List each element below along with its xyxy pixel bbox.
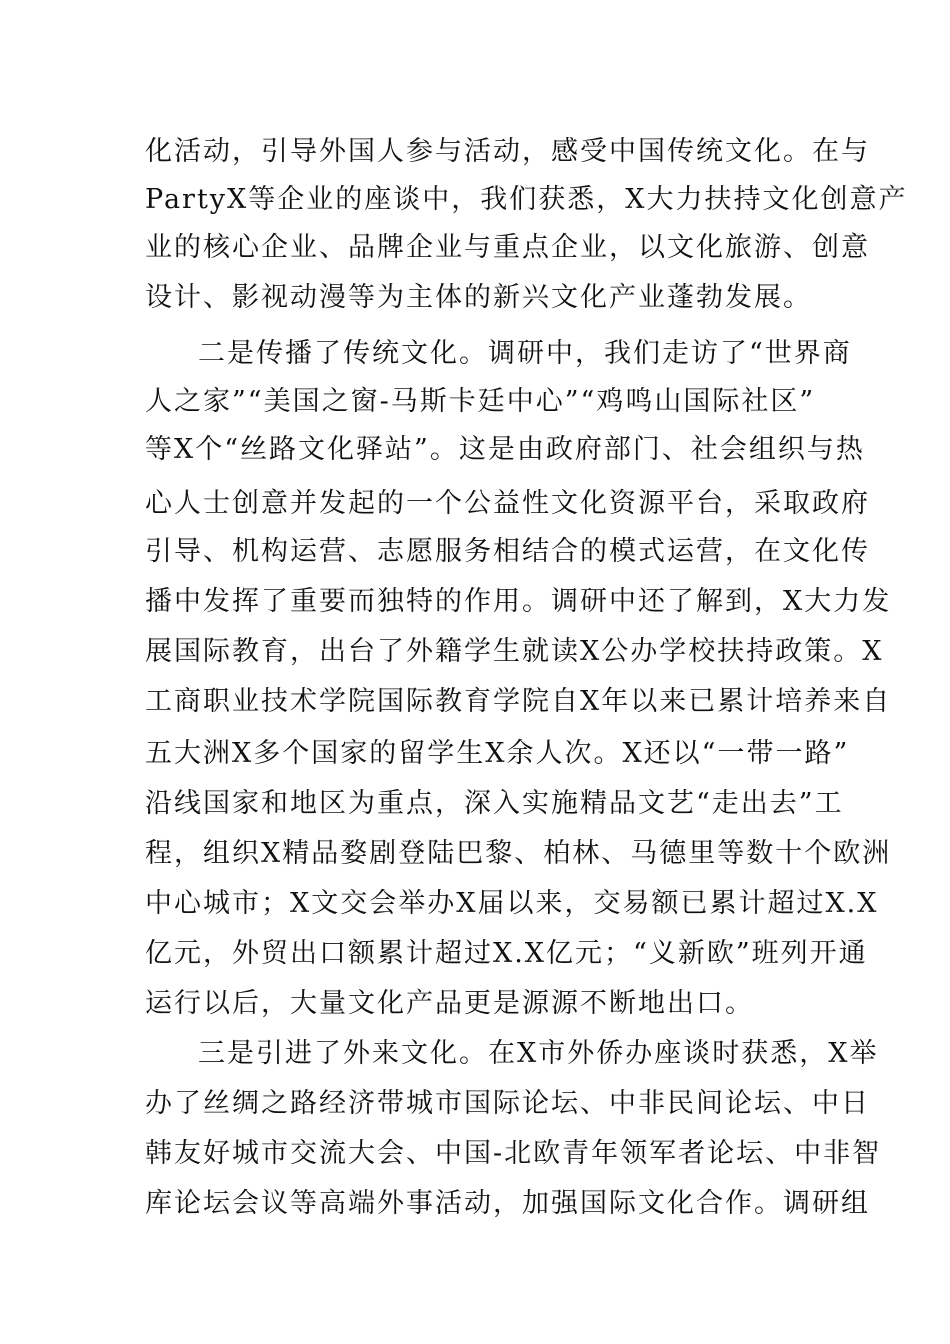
paragraph-2-line-3: 等X个“丝路文化驿站”。这是由政府部门、社会组织与热 [145,434,865,465]
paragraph-3-line-4: 库论坛会议等高端外事活动，加强国际文化合作。调研组 [145,1188,870,1219]
paragraph-2-line-12: 中心城市；X文交会举办X届以来，交易额已累计超过X.X [145,888,879,919]
paragraph-2-line-4: 心人士创意并发起的一个公益性文化资源平台，采取政府 [145,488,870,519]
paragraph-2-line-10: 沿线国家和地区为重点，深入实施精品文艺“走出去”工 [145,788,844,819]
paragraph-1-line-1: 化活动，引导外国人参与活动，感受中国传统文化。在与 [145,136,870,167]
paragraph-2-line-11: 程，组织X精品婺剧登陆巴黎、柏林、马德里等数十个欧洲 [145,838,892,869]
paragraph-2-line-1: 二是传播了传统文化。调研中，我们走访了“世界商 [198,338,852,369]
paragraph-1-line-4: 设计、影视动漫等为主体的新兴文化产业蓬勃发展。 [145,282,812,313]
paragraph-3-line-1: 三是引进了外来文化。在X市外侨办座谈时获悉，X举 [198,1038,879,1069]
paragraph-2-line-6: 播中发挥了重要而独特的作用。调研中还了解到，X大力发 [145,586,892,617]
paragraph-3-line-2: 办了丝绸之路经济带城市国际论坛、中非民间论坛、中日 [145,1088,870,1119]
paragraph-2-line-5: 引导、机构运营、志愿服务相结合的模式运营，在文化传 [145,536,870,567]
paragraph-3-line-3: 韩友好城市交流大会、中国-北欧青年领军者论坛、中非智 [145,1138,882,1169]
paragraph-1-line-3: 业的核心企业、品牌企业与重点企业，以文化旅游、创意 [145,232,870,263]
paragraph-2-line-9: 五大洲X多个国家的留学生X余人次。X还以“一带一路” [145,738,850,769]
paragraph-2-line-2: 人之家”“美国之窗-马斯卡廷中心”“鸡鸣山国际社区” [145,386,816,417]
paragraph-1-line-2: PartyX等企业的座谈中，我们获悉，X大力扶持文化创意产 [145,184,908,215]
paragraph-2-line-8: 工商职业技术学院国际教育学院自X年以来已累计培养来自 [145,686,892,717]
paragraph-2-line-13: 亿元，外贸出口额累计超过X.X亿元；“义新欧”班列开通 [145,938,868,969]
paragraph-2-line-7: 展国际教育，出台了外籍学生就读X公办学校扶持政策。X [145,636,884,667]
paragraph-2-line-14: 运行以后，大量文化产品更是源源不断地出口。 [145,988,754,1019]
